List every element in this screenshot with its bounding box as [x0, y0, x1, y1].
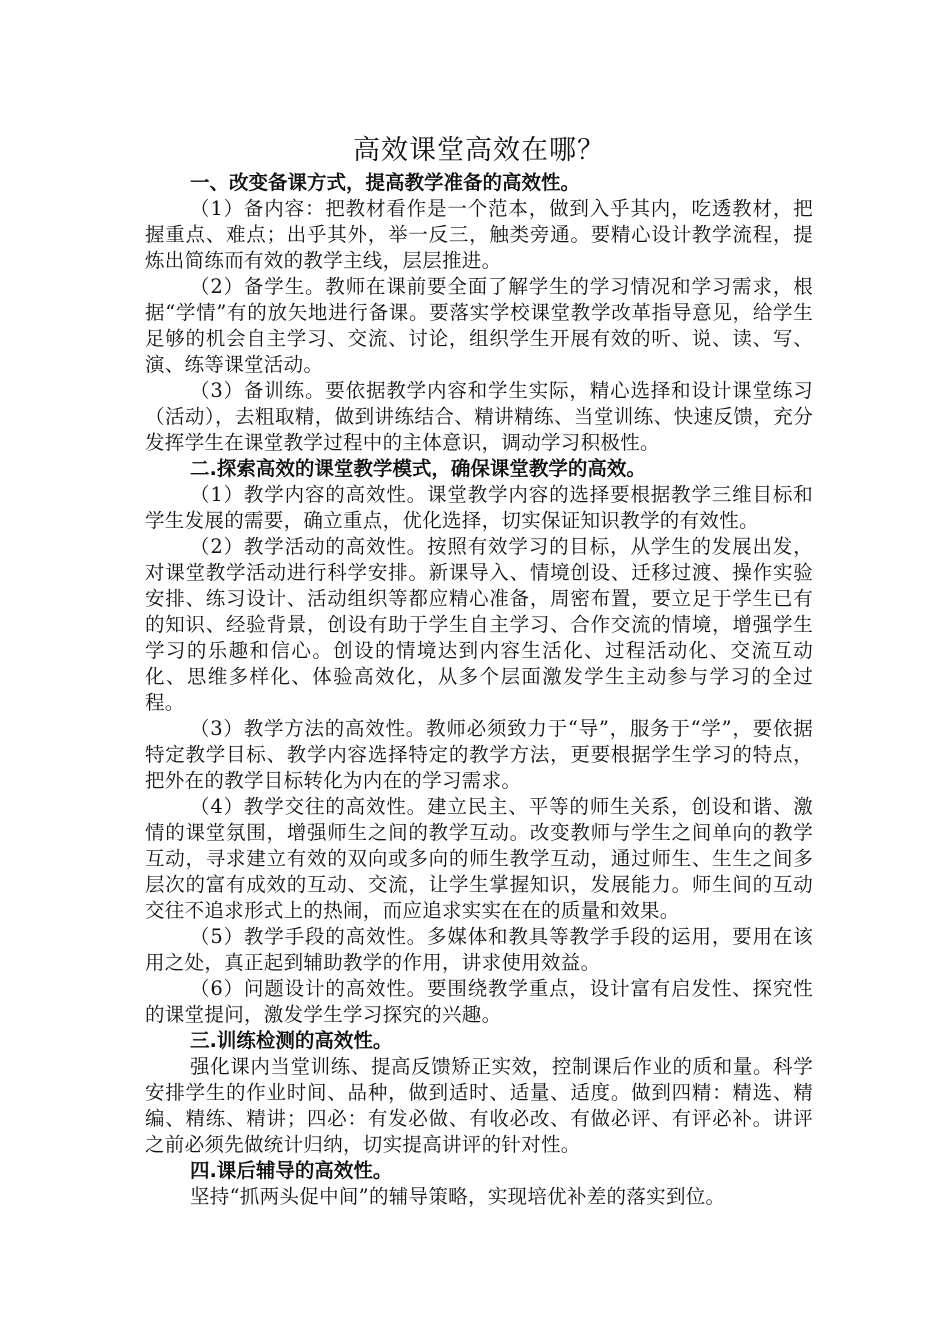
- document-title: 高效课堂高效在哪？: [353, 135, 605, 166]
- paragraph: （5）教学手段的高效性。多媒体和教具等教学手段的运用，要用在该用之处，真正起到辅助教学的作用，讲求使用效益。: [145, 925, 813, 974]
- paragraph: （3）教学方法的高效性。教师必须致力于“导”，服务于“学”，要依据特定教学目标、教学内容选择特定的教学方法，更要根据学生学习的特点，把外在的教学目标转化为内在的学习需求。: [145, 717, 813, 792]
- section-heading: 一、改变备课方式，提高教学准备的高效性。: [190, 171, 581, 194]
- paragraph: （4）教学交往的高效性。建立民主、平等的师生关系，创设和谐、激情的课堂氛围，增强师生之间的教学互动。改变教师与学生之间单向的教学互动，寻求建立有效的双向或多向的师生教学互动，通过师生、生生之间多层次的富有成效的互动、交流，让学生掌握知识，发展能力。师生间的互动交往不追求形式上的热闹，而应追求实实在在的质量和效果。: [145, 795, 813, 922]
- section-1: [145, 170, 813, 456]
- paragraph: （2）备学生。教师在课前要全面了解学生的学习情况和学习需求，根据“学情”有的放矢地进行备课。要落实学校课堂教学改革指导意见，给学生足够的机会自主学习、交流、讨论，组织学生开展有效的听、说、读、写、演、练等课堂活动。: [145, 275, 813, 376]
- paragraph: （2）教学活动的高效性。按照有效学习的目标，从学生的发展出发，对课堂教学活动进行科学安排。新课导入、情境创设、迁移过渡、操作实验安排、练习设计、活动组织等都应精心准备，周密布置，要立足于学生已有的知识、经验背景，创设有助于学生自主学习、合作交流的情境，增强学生学习的乐趣和信心。创设的情境达到内容生活化、过程活动化、交流互动化、思维多样化、体验高效化，从多个层面激发学生主动参与学习的全过程。: [145, 535, 813, 714]
- section-4: [145, 1158, 813, 1210]
- paragraph: （6）问题设计的高效性。要围绕教学重点，设计富有启发性、探究性的课堂提问，激发学生学习探究的兴趣。: [145, 977, 813, 1026]
- paragraph: 坚持“抓两头促中间”的辅导策略，实现培优补差的落实到位。: [190, 1185, 726, 1208]
- paragraph: （3）备训练。要依据教学内容和学生实际，精心选择和设计课堂练习（活动），去粗取精，做到讲练结合、精讲精练、当堂训练、快速反馈，充分发挥学生在课堂教学过程中的主体意识，调动学习积极性。: [145, 379, 813, 454]
- section-2: [145, 456, 813, 1028]
- paragraph: （1）备内容：把教材看作是一个范本，做到入乎其内，吃透教材，把握重点、难点；出乎其外，举一反三，触类旁通。要精心设计教学流程，提炼出简练而有效的教学主线，层层推进。: [145, 197, 813, 272]
- section-heading: 四.课后辅导的高效性。: [190, 1159, 393, 1182]
- section-heading: 二.探索高效的课堂教学模式，确保课堂教学的高效。: [190, 457, 646, 480]
- paragraph: （1）教学内容的高效性。课堂教学内容的选择要根据教学三维目标和学生发展的需要，确立重点，优化选择，切实保证知识教学的有效性。: [145, 483, 813, 532]
- paragraph: 强化课内当堂训练、提高反馈矫正实效，控制课后作业的质和量。科学安排学生的作业时间、品种，做到适时、适量、适度。做到四精：精选、精编、精练、精讲；四必：有发必做、有收必改、有做必评、有评必补。讲评之前必须先做统计归纳，切实提高讲评的针对性。: [145, 1055, 813, 1156]
- section-3: [145, 1028, 813, 1158]
- section-heading: 三.训练检测的高效性。: [190, 1029, 393, 1052]
- document-page: [145, 132, 813, 1210]
